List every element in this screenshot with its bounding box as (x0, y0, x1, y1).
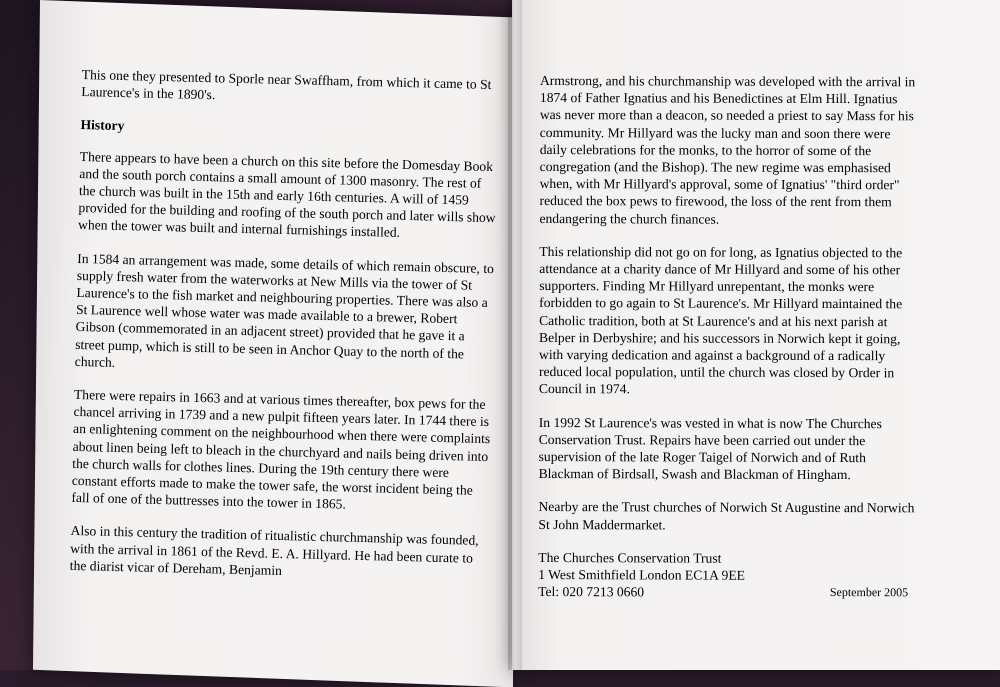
org-name: The Churches Conservation Trust (538, 549, 722, 566)
paragraph: In 1992 St Laurence's was vested in what is now The Churches Conservation Trust. Repairs have been carried out under the supervision of the late Roger Taigel of Norwich and of Ruth Blackman of Birdsall, Swash and Blackman of Hingham. (538, 414, 882, 483)
history-heading: History (80, 117, 125, 134)
address-block (538, 549, 918, 602)
footer-line (538, 583, 908, 601)
paragraph: There appears to have been a church on this site before the Domesday Book and the south porch contains a small amount of 1300 masonry. The rest of the church was built in the 15th and early 16th centuries. A will of 1459 provided for the building and roofing of the south porch and later wills show when the tower was built and internal furnishings installed. (77, 148, 496, 241)
right-column (538, 72, 920, 602)
paragraph: Armstrong, and his churchmanship was developed with the arrival in 1874 of Father Ignatius and his Benedictines at Elm Hill. Ignatius was never more than a deacon, so needed a priest to say Mass for his community. Mr Hillyard was the lucky man and soon there were daily celebrations for the monks, to the horror of some of the congregation (and the Bishop). The new regime was emphasised when, with Mr Hillyard's approval, some of Ignatius' "third order" reduced the box pews to firewood, the loss of the rent from them endangering the church finances. (539, 72, 916, 227)
left-column (69, 66, 502, 600)
paragraph: Nearby are the Trust churches of Norwich St Augustine and Norwich St John Maddermarket. (538, 499, 915, 533)
date: September 2005 (829, 585, 909, 600)
paragraph: There were repairs in 1663 and at various times thereafter, box pews for the chancel arriving in 1739 and a new pulpit fifteen years later. In 1744 there is an enlightening comment on the neighbourhood when there were complaints about linen being left to bleach in the churchyard and nails being driven into the church walls for clothes lines. During the 19th century there were constant efforts made to make the tower safe, the worst incident being the fall of one of the buttresses into the tower in 1865. (71, 386, 491, 512)
paragraph: In 1584 an arrangement was made, some details of which remain obscure, to supply fresh water from the waterworks at New Mills via the tower of St Laurence's to the fish market and neighbouring properties. There was also a St Laurence well whose water was made available to a brewer, Robert Gibson (commemorated in an adjacent street) provided that he gave it a street pump, which is still to be seen in Anchor Quay to the north of the church. (74, 250, 495, 370)
street-address: 1 West Smithfield London EC1A 9EE (538, 567, 745, 583)
paragraph: This relationship did not go on for long, as Ignatius objected to the attendance at a charity dance of Mr Hillyard and some of his other supporters. Finding Mr Hillyard unrepentant, the monks were forbidden to go again to St Laurence's. Mr Hillyard maintained the Catholic tradition, both at St Laurence's and at his next parish at Belper in Derbyshire; and his successors in Norwich kept it going, with varying dedication and against a background of a radically reduced local population, until the church was closed by Order in Council in 1974. (538, 243, 903, 397)
intro-paragraph: This one they presented to Sporle near Swaffham, from which it came to St Laurence's in the 1890's. (81, 66, 492, 103)
telephone: Tel: 020 7213 0660 (538, 584, 645, 600)
paragraph: Also in this century the tradition of ritualistic churchmanship was founded, with the arrival in 1861 of the Revd. E. A. Hillyard. He had been curate to the diarist vicar of Dereham, Benjamin (69, 523, 479, 578)
page-gutter (508, 0, 522, 670)
